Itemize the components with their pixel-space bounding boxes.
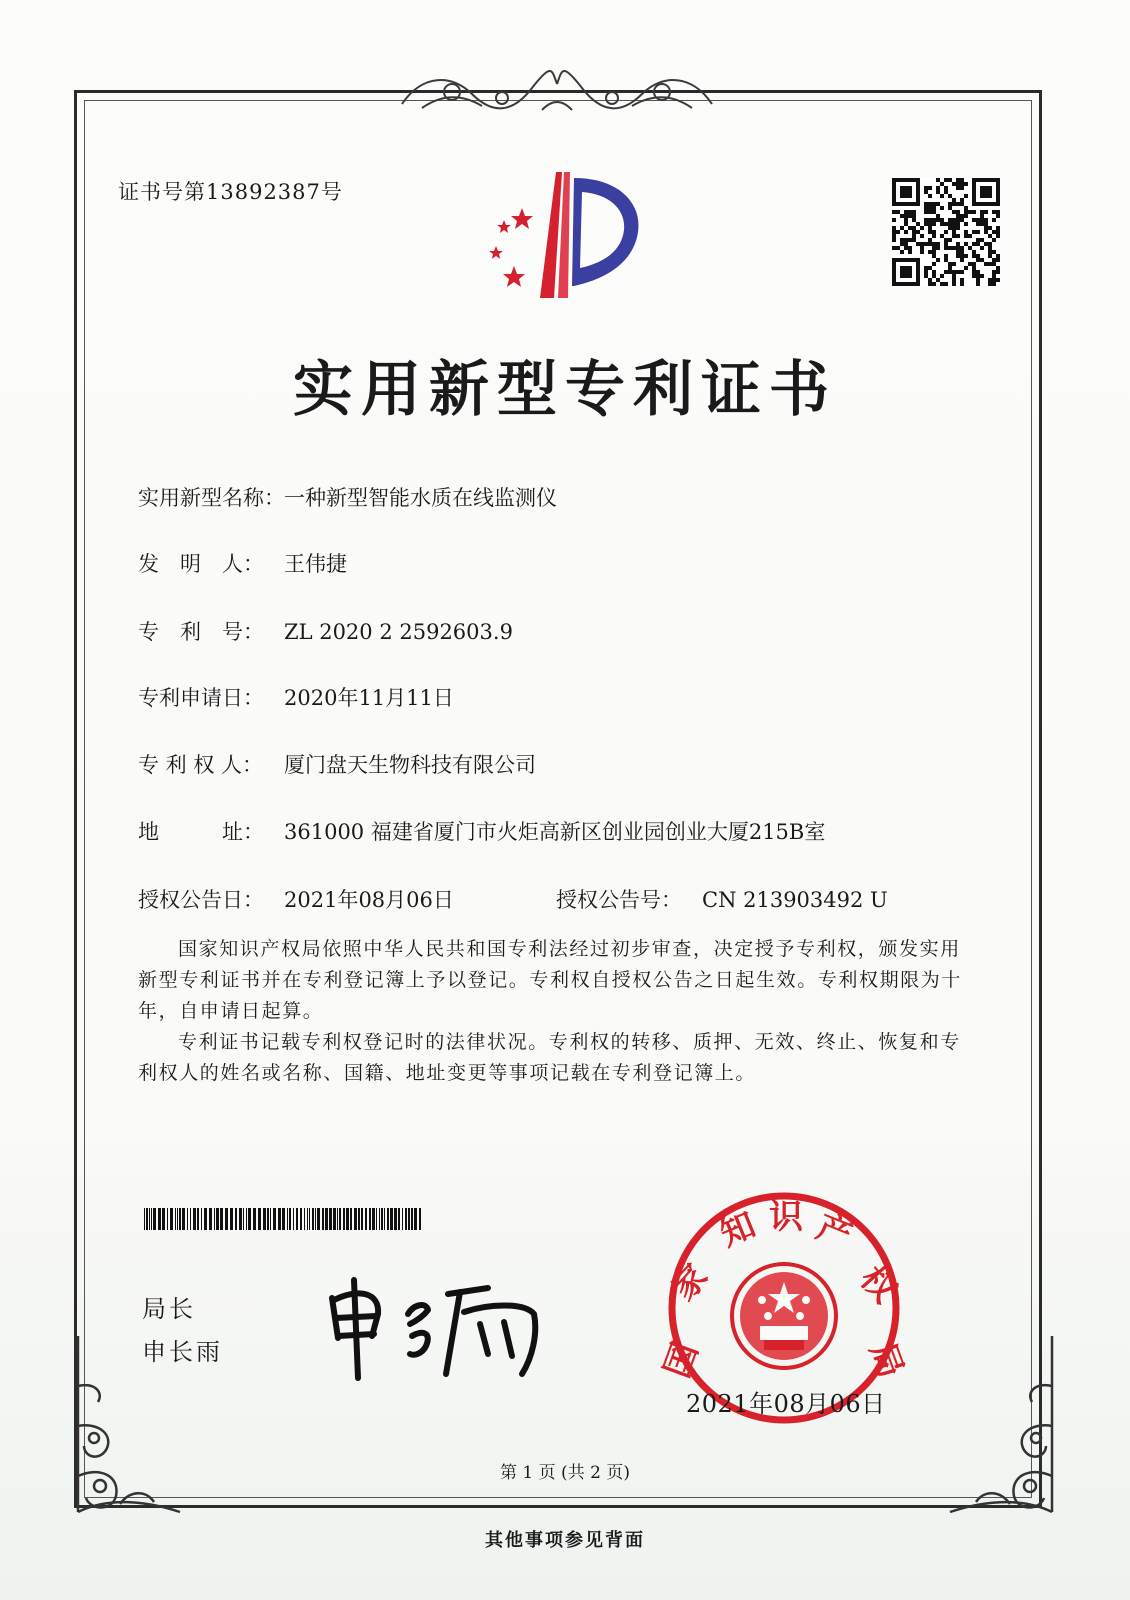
paragraph-1: 国家知识产权局依照中华人民共和国专利法经过初步审查，决定授予专利权，颁发实用新型专利证书并在专利登记簿上予以登记。专利权自授权公告之日起生效。专利权期限为十年，自申请日起算。 [138, 938, 963, 1022]
director-name: 申长雨 [142, 1338, 223, 1366]
patent-logo-icon [470, 168, 650, 300]
bottom-left-ornament-icon [70, 1326, 190, 1516]
seal-char: 权 [851, 1258, 905, 1311]
national-emblem-icon [732, 1264, 836, 1368]
field-label: 专利申请日： [138, 686, 264, 710]
field-label: 专 利 号： [138, 620, 264, 644]
bottom-right-ornament-icon [940, 1326, 1060, 1516]
seal-char: 家 [663, 1256, 717, 1309]
field-value: CN 213903492 U [702, 888, 888, 912]
field-value: 厦门盘天生物科技有限公司 [284, 753, 536, 777]
page-indicator: 第 1 页 (共 2 页) [500, 1463, 630, 1483]
field-label: 专 利 权 人： [138, 753, 264, 777]
field-label: 实用新型名称： [138, 486, 285, 510]
body-text [138, 934, 978, 1089]
field-value: 一种新型智能水质在线监测仪 [284, 486, 557, 510]
field-value: 王伟捷 [284, 552, 347, 576]
director-title: 局长 [142, 1295, 196, 1323]
field-label: 授权公告号： [556, 888, 682, 912]
certificate-title: 实用新型专利证书 [293, 355, 837, 425]
top-ornament-icon [392, 64, 722, 120]
seal-char: 识 [769, 1197, 803, 1237]
field-grant-date [138, 884, 454, 914]
qr-code-icon [892, 178, 1000, 286]
paragraph-2: 专利证书记载专利权登记时的法律状况。专利权的转移、质押、无效、终止、恢复和专利权人的姓名或名称、国籍、地址变更等事项记载在专利登记簿上。 [138, 1031, 961, 1084]
seal-char: 局 [861, 1337, 911, 1384]
field-patentee [138, 749, 536, 779]
certificate-number: 证书号第13892387号 [118, 180, 343, 204]
field-label: 发 明 人： [138, 552, 264, 576]
field-label: 授权公告日： [138, 888, 264, 912]
seal-char: 知 [714, 1204, 762, 1255]
field-utility-model-name [138, 482, 557, 512]
signature-image [318, 1274, 558, 1386]
seal-date: 2021年08月06日 [686, 1390, 886, 1418]
field-label: 地 址： [138, 820, 264, 844]
seal-char: 产 [810, 1206, 858, 1257]
field-value: 2020年11月11日 [284, 686, 454, 710]
field-grant-number [556, 884, 888, 914]
back-note: 其他事项参见背面 [485, 1530, 645, 1551]
field-patent-number [138, 616, 513, 646]
field-address [138, 816, 825, 846]
field-inventor [138, 548, 347, 578]
field-value: 2021年08月06日 [284, 888, 454, 912]
field-value: ZL 2020 2 2592603.9 [284, 620, 513, 644]
field-filing-date [138, 682, 454, 712]
seal-char: 国 [657, 1337, 707, 1384]
barcode-icon [144, 1208, 424, 1230]
field-value: 361000 福建省厦门市火炬高新区创业园创业大厦215B室 [284, 820, 826, 844]
